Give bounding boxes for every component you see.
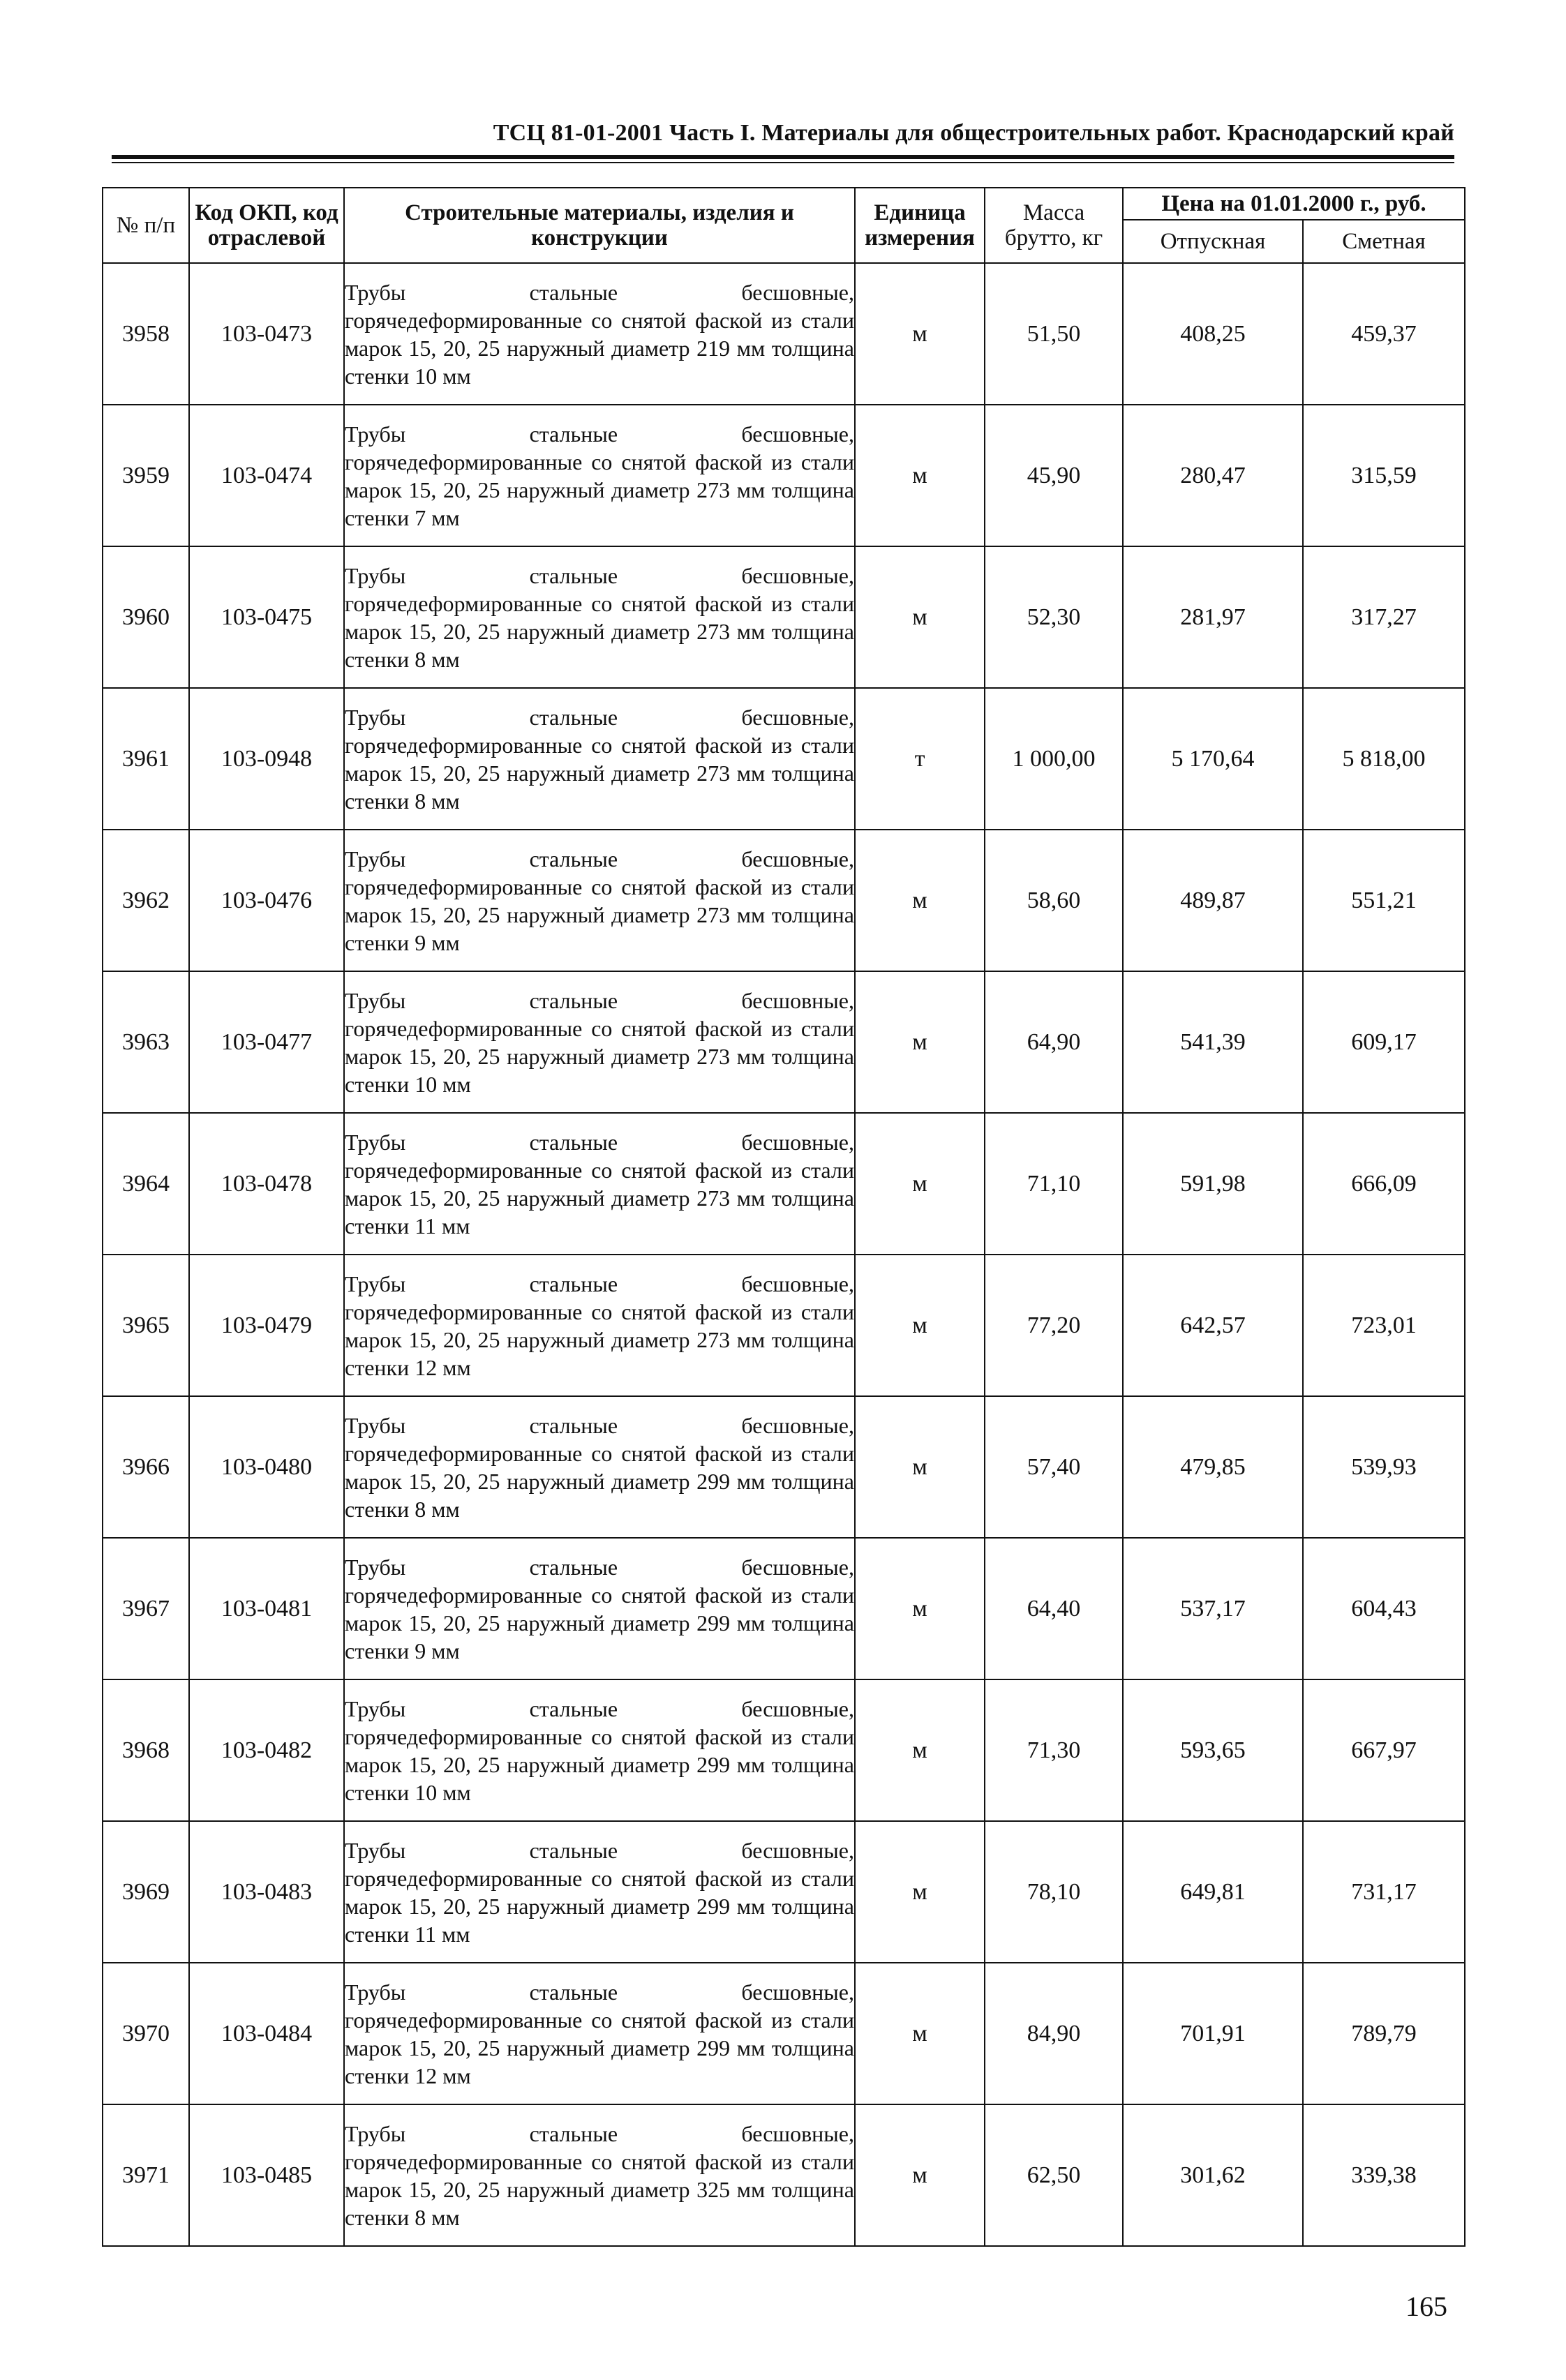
row-price-release: 537,17 <box>1123 1538 1303 1679</box>
row-description: Трубы стальные бесшовные, горячедеформированные со снятой фаской из стали марок 15, 20, 25 наружный диаметр 273 мм толщина стенки 11 мм <box>344 1113 855 1255</box>
row-price-release: 591,98 <box>1123 1113 1303 1255</box>
row-unit: м <box>855 405 985 546</box>
row-description: Трубы стальные бесшовные, горячедеформированные со снятой фаской из стали марок 15, 20, 25 наружный диаметр 299 мм толщина стенки 12 мм <box>344 1963 855 2104</box>
header-rule <box>112 155 1454 159</box>
row-mass: 84,90 <box>985 1963 1123 2104</box>
table-row <box>103 1821 1465 1963</box>
row-price-estimate: 339,38 <box>1303 2104 1465 2246</box>
row-description: Трубы стальные бесшовные, горячедеформированные со снятой фаской из стали марок 15, 20, 25 наружный диаметр 273 мм толщина стенки 9 мм <box>344 830 855 971</box>
col-header-price-release: Отпускная <box>1123 220 1303 263</box>
row-unit: м <box>855 2104 985 2246</box>
col-header-price-estimate: Сметная <box>1303 220 1465 263</box>
row-description: Трубы стальные бесшовные, горячедеформированные со снятой фаской из стали марок 15, 20, 25 наружный диаметр 299 мм толщина стенки 8 мм <box>344 1396 855 1538</box>
row-price-release: 541,39 <box>1123 971 1303 1113</box>
row-description: Трубы стальные бесшовные, горячедеформированные со снятой фаской из стали марок 15, 20, 25 наружный диаметр 299 мм толщина стенки 10 мм <box>344 1679 855 1821</box>
header-rule-thin <box>112 162 1454 163</box>
page-number: 165 <box>1405 2291 1447 2322</box>
row-okp-code: 103-0476 <box>189 830 344 971</box>
row-number: 3958 <box>103 263 189 405</box>
row-price-release: 5 170,64 <box>1123 688 1303 830</box>
col-header-name: Строительные материалы, изделия и конструкции <box>344 188 855 263</box>
table-row <box>103 1396 1465 1538</box>
row-unit: м <box>855 1113 985 1255</box>
row-mass: 45,90 <box>985 405 1123 546</box>
table-row <box>103 1963 1465 2104</box>
row-price-estimate: 459,37 <box>1303 263 1465 405</box>
row-mass: 64,40 <box>985 1538 1123 1679</box>
row-number: 3962 <box>103 830 189 971</box>
row-price-estimate: 666,09 <box>1303 1113 1465 1255</box>
row-price-release: 701,91 <box>1123 1963 1303 2104</box>
table-row <box>103 1679 1465 1821</box>
row-okp-code: 103-0483 <box>189 1821 344 1963</box>
row-price-estimate: 539,93 <box>1303 1396 1465 1538</box>
row-okp-code: 103-0481 <box>189 1538 344 1679</box>
table-row <box>103 1538 1465 1679</box>
row-okp-code: 103-0948 <box>189 688 344 830</box>
row-unit: м <box>855 971 985 1113</box>
row-price-estimate: 5 818,00 <box>1303 688 1465 830</box>
row-mass: 52,30 <box>985 546 1123 688</box>
row-price-estimate: 315,59 <box>1303 405 1465 546</box>
row-okp-code: 103-0475 <box>189 546 344 688</box>
table-row <box>103 971 1465 1113</box>
row-unit: м <box>855 1538 985 1679</box>
row-description: Трубы стальные бесшовные, горячедеформированные со снятой фаской из стали марок 15, 20, 25 наружный диаметр 273 мм толщина стенки 8 мм <box>344 688 855 830</box>
row-description: Трубы стальные бесшовные, горячедеформированные со снятой фаской из стали марок 15, 20, 25 наружный диаметр 219 мм толщина стенки 10 мм <box>344 263 855 405</box>
row-unit: м <box>855 1396 985 1538</box>
row-mass: 1 000,00 <box>985 688 1123 830</box>
row-mass: 58,60 <box>985 830 1123 971</box>
col-header-code: Код ОКП, код отраслевой <box>189 188 344 263</box>
row-price-release: 479,85 <box>1123 1396 1303 1538</box>
row-number: 3965 <box>103 1255 189 1396</box>
row-price-release: 301,62 <box>1123 2104 1303 2246</box>
row-unit: м <box>855 1679 985 1821</box>
col-header-price-group: Цена на 01.01.2000 г., руб. <box>1123 188 1465 220</box>
table-row <box>103 405 1465 546</box>
row-okp-code: 103-0480 <box>189 1396 344 1538</box>
row-number: 3969 <box>103 1821 189 1963</box>
table-row <box>103 2104 1465 2246</box>
page-header-title: ТСЦ 81-01-2001 Часть I. Материалы для общестроительных работ. Краснодарский край <box>493 120 1454 146</box>
row-number: 3966 <box>103 1396 189 1538</box>
table-row <box>103 830 1465 971</box>
row-mass: 64,90 <box>985 971 1123 1113</box>
row-unit: м <box>855 263 985 405</box>
row-number: 3967 <box>103 1538 189 1679</box>
row-mass: 57,40 <box>985 1396 1123 1538</box>
row-price-release: 593,65 <box>1123 1679 1303 1821</box>
table-row <box>103 546 1465 688</box>
row-mass: 62,50 <box>985 2104 1123 2246</box>
row-description: Трубы стальные бесшовные, горячедеформированные со снятой фаской из стали марок 15, 20, 25 наружный диаметр 273 мм толщина стенки 8 мм <box>344 546 855 688</box>
row-okp-code: 103-0478 <box>189 1113 344 1255</box>
row-price-estimate: 609,17 <box>1303 971 1465 1113</box>
row-mass: 71,30 <box>985 1679 1123 1821</box>
row-description: Трубы стальные бесшовные, горячедеформированные со снятой фаской из стали марок 15, 20, 25 наружный диаметр 325 мм толщина стенки 8 мм <box>344 2104 855 2246</box>
row-okp-code: 103-0477 <box>189 971 344 1113</box>
row-description: Трубы стальные бесшовные, горячедеформированные со снятой фаской из стали марок 15, 20, 25 наружный диаметр 299 мм толщина стенки 9 мм <box>344 1538 855 1679</box>
row-price-estimate: 789,79 <box>1303 1963 1465 2104</box>
row-number: 3970 <box>103 1963 189 2104</box>
col-header-mass: Масса брутто, кг <box>985 188 1123 263</box>
row-okp-code: 103-0473 <box>189 263 344 405</box>
row-number: 3964 <box>103 1113 189 1255</box>
row-okp-code: 103-0484 <box>189 1963 344 2104</box>
col-header-unit: Единица измерения <box>855 188 985 263</box>
row-mass: 77,20 <box>985 1255 1123 1396</box>
row-mass: 78,10 <box>985 1821 1123 1963</box>
row-price-release: 489,87 <box>1123 830 1303 971</box>
table-row <box>103 1255 1465 1396</box>
row-description: Трубы стальные бесшовные, горячедеформированные со снятой фаской из стали марок 15, 20, 25 наружный диаметр 273 мм толщина стенки 12 мм <box>344 1255 855 1396</box>
row-okp-code: 103-0474 <box>189 405 344 546</box>
row-number: 3963 <box>103 971 189 1113</box>
row-number: 3959 <box>103 405 189 546</box>
row-price-estimate: 667,97 <box>1303 1679 1465 1821</box>
table-row <box>103 263 1465 405</box>
row-number: 3960 <box>103 546 189 688</box>
row-price-release: 642,57 <box>1123 1255 1303 1396</box>
row-price-estimate: 317,27 <box>1303 546 1465 688</box>
row-okp-code: 103-0485 <box>189 2104 344 2246</box>
row-unit: м <box>855 1821 985 1963</box>
row-unit: м <box>855 546 985 688</box>
row-unit: м <box>855 830 985 971</box>
row-number: 3971 <box>103 2104 189 2246</box>
row-okp-code: 103-0479 <box>189 1255 344 1396</box>
row-okp-code: 103-0482 <box>189 1679 344 1821</box>
table-row <box>103 688 1465 830</box>
row-price-release: 408,25 <box>1123 263 1303 405</box>
row-description: Трубы стальные бесшовные, горячедеформированные со снятой фаской из стали марок 15, 20, 25 наружный диаметр 299 мм толщина стенки 11 мм <box>344 1821 855 1963</box>
col-header-num: № п/п <box>103 188 189 263</box>
row-price-estimate: 604,43 <box>1303 1538 1465 1679</box>
row-description: Трубы стальные бесшовные, горячедеформированные со снятой фаской из стали марок 15, 20, 25 наружный диаметр 273 мм толщина стенки 7 мм <box>344 405 855 546</box>
row-price-estimate: 551,21 <box>1303 830 1465 971</box>
row-price-release: 649,81 <box>1123 1821 1303 1963</box>
row-unit: т <box>855 688 985 830</box>
row-price-estimate: 723,01 <box>1303 1255 1465 1396</box>
materials-price-table <box>102 187 1466 2247</box>
row-number: 3968 <box>103 1679 189 1821</box>
table-row <box>103 1113 1465 1255</box>
row-mass: 51,50 <box>985 263 1123 405</box>
row-price-release: 281,97 <box>1123 546 1303 688</box>
row-price-estimate: 731,17 <box>1303 1821 1465 1963</box>
row-number: 3961 <box>103 688 189 830</box>
row-mass: 71,10 <box>985 1113 1123 1255</box>
row-unit: м <box>855 1255 985 1396</box>
row-unit: м <box>855 1963 985 2104</box>
row-price-release: 280,47 <box>1123 405 1303 546</box>
row-description: Трубы стальные бесшовные, горячедеформированные со снятой фаской из стали марок 15, 20, 25 наружный диаметр 273 мм толщина стенки 10 мм <box>344 971 855 1113</box>
